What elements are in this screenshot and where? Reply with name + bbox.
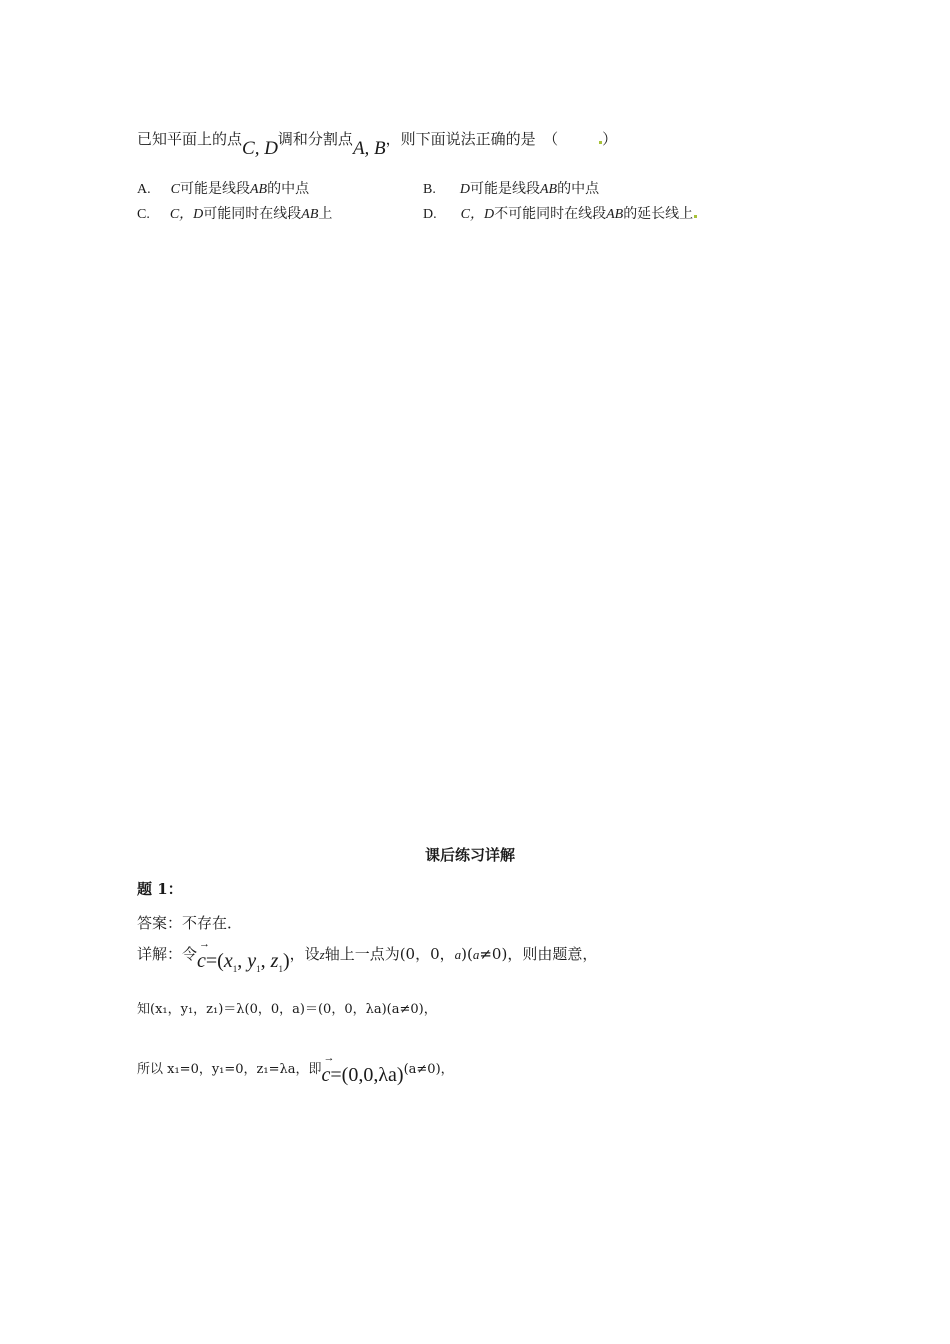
option-d-seg: AB — [606, 207, 624, 222]
detail-line-3: 所以 x₁=0，y₁=0，z₁=λa，即 → c=(0,0,λa)(a≠0)， — [137, 1052, 454, 1086]
question-text-4: ） — [602, 130, 618, 148]
detail-line-2: 知(x₁，y₁，z₁)＝λ(0，0，a)＝(0，0，λa)(a≠0)， — [137, 1002, 437, 1017]
detail-line-1: 详解：令 → $c=(x_1$, $y_1$, $z_1$)，设z轴上一点为(0，0，a)(a≠0)，则由题意， — [137, 938, 598, 974]
option-c-label: C. — [137, 207, 150, 222]
option-a — [137, 178, 309, 198]
option-a-seg: AB — [249, 182, 268, 197]
vector-c: → c — [197, 938, 211, 972]
vector-eq-2: =(0,0,λa) — [330, 1064, 404, 1086]
option-b-seg: AB — [539, 182, 558, 197]
question-line — [137, 128, 618, 159]
vector-c-2: → c — [321, 1052, 335, 1086]
option-c-tail: 上 — [318, 206, 333, 222]
section-title: 课后练习详解 — [425, 846, 516, 864]
option-d-tail: 的延长线上 — [623, 206, 694, 222]
problem-label: 题 1： — [137, 880, 183, 898]
detail-so: 所以 x₁=0，y₁=0，z₁=λa，即 — [137, 1062, 322, 1077]
option-b — [423, 178, 599, 198]
option-b-tail: 的中点 — [557, 181, 600, 197]
math-ab: A, B — [352, 138, 386, 159]
option-b-label: B. — [423, 182, 436, 197]
question-text-1: 已知平面上的点 — [137, 130, 243, 148]
option-a-label: A. — [137, 182, 151, 197]
option-c-text: 可能同时在线段 — [203, 206, 302, 222]
option-a-var: C — [170, 182, 180, 197]
option-a-tail: 的中点 — [267, 181, 310, 197]
option-d-var: C，D — [460, 207, 495, 222]
option-d-label: D. — [423, 207, 437, 222]
option-c-var: C，D — [169, 207, 204, 222]
option-d — [423, 203, 697, 223]
detail-text: ，设 — [289, 945, 320, 963]
question-text-2: 调和分割点 — [277, 130, 353, 148]
vector-eq: $=(x_1$, $y_1$, $z_1$) — [205, 950, 290, 974]
question-text-3: ，则下面说法正确的是 （ — [385, 130, 559, 148]
option-b-var: D — [459, 182, 470, 197]
option-b-text: 可能是线段 — [469, 181, 540, 197]
option-c — [137, 203, 332, 223]
option-d-text: 不可能同时在线段 — [494, 206, 607, 222]
mark-dot — [694, 215, 697, 218]
detail-lead: 详解：令 — [137, 945, 198, 963]
option-a-text: 可能是线段 — [179, 181, 250, 197]
answer-line: 答案：不存在． — [137, 914, 243, 932]
option-c-seg: AB — [301, 207, 319, 222]
math-cd: C, D — [242, 138, 278, 159]
